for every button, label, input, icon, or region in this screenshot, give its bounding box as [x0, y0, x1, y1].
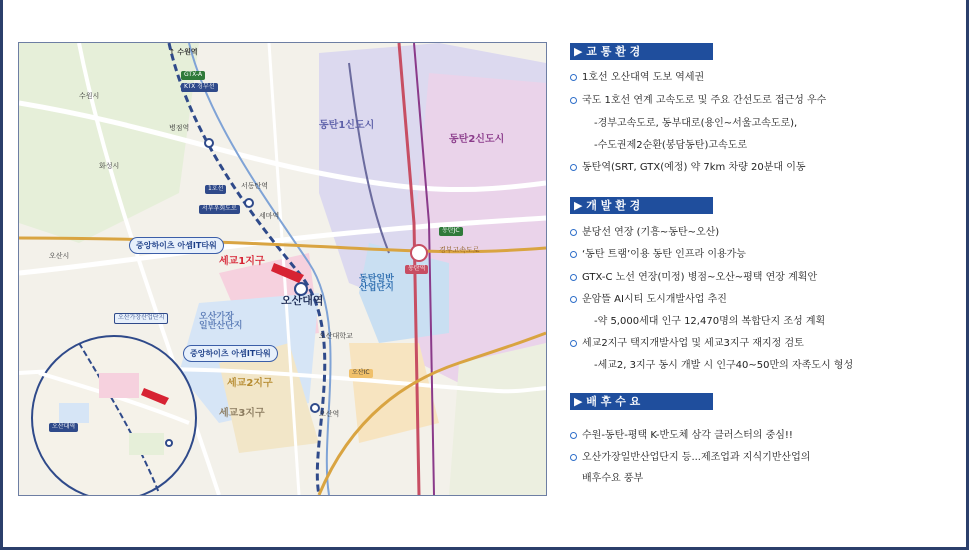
transport-line-2: 국도 1호선 연계 고속도로 및 주요 간선도로 접근성 우수 — [582, 95, 827, 106]
green-zone — [19, 43, 199, 243]
sebeom2-label: 세교2지구 — [227, 378, 273, 389]
osan-ic-tag: 오산IC — [349, 369, 373, 378]
transport-line-5: 동탄역(SRT, GTX(예정) 약 7km 차량 20분대 이동 — [582, 162, 806, 173]
dongtan-station-tag: 동탄역 — [405, 265, 428, 274]
demand-line-2: 오산가장일반산업단지 등...제조업과 지식기반산업의 — [582, 452, 811, 463]
map-graphic — [19, 43, 546, 495]
inset-osan-tag: 오산대역 — [49, 423, 78, 432]
dev-line-4: 운암뜰 AI시티 도시개발사업 추진 — [582, 294, 727, 305]
dev-line-1: 분당선 연장 (기흥~동탄~오산) — [582, 227, 720, 238]
dongtan-jc-tag: 동탄JC — [439, 227, 463, 236]
demand-line-3: 배후수요 풍부 — [582, 473, 644, 484]
dongtan-industrial-label: 동탄일반 산업단지 — [359, 274, 394, 293]
bullet-icon — [570, 296, 577, 303]
transport-line-3: -경부고속도로, 동부대로(용인~서울고속도로), — [594, 118, 798, 129]
dev-line-5: -약 5,000세대 인구 12,470명의 복합단지 조성 계획 — [594, 316, 826, 327]
transport-line-1: 1호선 오산대역 도보 역세권 — [582, 72, 705, 83]
dongtan2-label: 동탄2신도시 — [449, 134, 505, 145]
section-development-title: ▶ 개 발 환 경 — [570, 197, 713, 214]
dev-line-2: ‘동탄 트램’이용 동탄 인프라 이용가능 — [582, 249, 746, 260]
osan-city-label: 오산시 — [49, 252, 70, 260]
bullet-icon — [570, 164, 577, 171]
ktx-tag: KTX 경부선 — [181, 83, 218, 92]
byeongjeom-label: 병점역 — [169, 124, 190, 132]
osan-univ-label: 오산대학교 — [319, 332, 353, 340]
inset-site-callout: 중앙하이츠 아셈IT타워 — [183, 345, 278, 362]
gyeongbu-label: 경부고속도로 — [439, 246, 480, 254]
frame-left-border — [0, 0, 3, 550]
suwon-label: 수원시 — [79, 92, 100, 100]
bullet-icon — [570, 340, 577, 347]
hwaseong-label: 화성시 — [99, 162, 120, 170]
sebeom1-label: 세교1지구 — [219, 256, 265, 267]
map-compass: ↑ 수원역 — [169, 48, 198, 56]
section-demand-title: ▶ 배 후 수 요 — [570, 393, 713, 410]
bullet-icon — [570, 454, 577, 461]
gtx-a-tag: GTX-A — [181, 71, 205, 80]
demand-line-1: 수원-동탄-평택 K-반도체 삼각 클러스터의 중심!! — [582, 430, 793, 441]
section-transport-title: ▶ 교 통 환 경 — [570, 43, 713, 60]
dev-line-6: 세교2지구 택지개발사업 및 세교3지구 재지정 검토 — [582, 338, 804, 349]
transport-line-4: -수도권제2순환(봉담동탄)고속도로 — [594, 140, 748, 151]
main-site-callout: 중앙하이츠 아셈IT타워 — [129, 237, 224, 254]
bullet-icon — [570, 432, 577, 439]
osan-general-label: 오산가장 일반산단지 — [199, 312, 243, 331]
line1-tag: 1호선 — [205, 185, 226, 194]
bullet-icon — [570, 274, 577, 281]
sebeom3-label: 세교3지구 — [219, 408, 265, 419]
location-map — [18, 42, 547, 496]
dongtan1-label: 동탄1신도시 — [319, 120, 375, 131]
osan-station-label: 오산대역 — [281, 294, 324, 307]
osan-station2-label: 오산역 — [319, 410, 340, 418]
bullet-icon — [570, 229, 577, 236]
green-zone-2 — [449, 343, 546, 495]
bullet-icon — [570, 74, 577, 81]
inset-zone-tag: 오산가장산업단지 — [114, 313, 168, 324]
dev-line-3: GTX-C 노선 연장(미정) 병점~오산~평택 연장 계획안 — [582, 272, 818, 283]
bullet-icon — [570, 251, 577, 258]
dev-line-7: -세교2, 3지구 동시 개발 시 인구40~50만의 자족도시 형성 — [594, 360, 854, 371]
seodongtan-label: 서동탄역 — [241, 182, 269, 190]
seobu-bypass-tag: 서부우회도로 — [199, 205, 240, 214]
bullet-icon — [570, 97, 577, 104]
sema-label: 세마역 — [259, 212, 280, 220]
